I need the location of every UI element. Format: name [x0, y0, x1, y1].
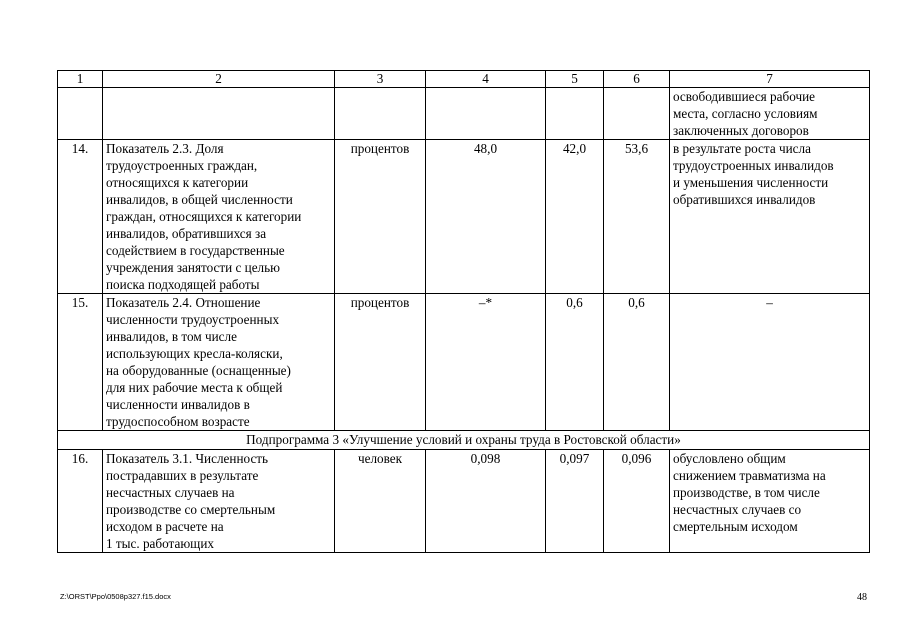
- header-cell: 4: [426, 71, 546, 88]
- cell-reason: обусловлено общим снижением травматизма на производстве, в том числе несчастных случаев со смертельным исходом: [670, 450, 870, 553]
- page-number: 48: [857, 592, 867, 603]
- cell-indicator: Показатель 3.1. Численность пострадавших в результате несчастных случаев на производстве со смертельным исходом в расчете на 1 тыс. работающих: [103, 450, 335, 553]
- cell-value: 0,096: [604, 450, 670, 553]
- cell-reason: освободившиеся рабочие места, согласно условиям заключенных договоров: [670, 88, 870, 140]
- cell-indicator: Показатель 2.3. Доля трудоустроенных граждан, относящихся к категории инвалидов, в общей численности граждан, относящихся к категории инвалидов, обратившихся за содействием в государственные учреждения занятости с целью поиска подходящей работы: [103, 140, 335, 294]
- cell-value: [546, 88, 604, 140]
- header-cell: 5: [546, 71, 604, 88]
- cell-reason: в результате роста числа трудоустроенных инвалидов и уменьшения численности обратившихся инвалидов: [670, 140, 870, 294]
- cell-indicator: [103, 88, 335, 140]
- header-cell: 1: [58, 71, 103, 88]
- cell-value: 53,6: [604, 140, 670, 294]
- cell-number: 16.: [58, 450, 103, 553]
- cell-reason: –: [670, 294, 870, 431]
- table-header-row: [58, 71, 870, 88]
- cell-number: [58, 88, 103, 140]
- cell-unit: процентов: [335, 294, 426, 431]
- header-cell: 6: [604, 71, 670, 88]
- cell-unit: человек: [335, 450, 426, 553]
- cell-number: 14.: [58, 140, 103, 294]
- header-cell: 7: [670, 71, 870, 88]
- table-row: [58, 450, 870, 553]
- indicators-table: [57, 70, 870, 553]
- cell-number: 15.: [58, 294, 103, 431]
- cell-value: 0,6: [546, 294, 604, 431]
- table-row: [58, 140, 870, 294]
- subprogram-row: [58, 431, 870, 450]
- cell-unit: [335, 88, 426, 140]
- cell-indicator: Показатель 2.4. Отношение численности трудоустроенных инвалидов, в том числе использующих кресла-коляски, на оборудованные (оснащенные) для них рабочие места к общей численности инвалидов в трудоспособном возрасте: [103, 294, 335, 431]
- file-path: Z:\ORST\Ppo\0508p327.f15.docx: [60, 592, 171, 601]
- cell-value: 42,0: [546, 140, 604, 294]
- cell-value: 0,098: [426, 450, 546, 553]
- cell-value: [604, 88, 670, 140]
- cell-value: 0,6: [604, 294, 670, 431]
- subprogram-title: Подпрограмма 3 «Улучшение условий и охраны труда в Ростовской области»: [58, 431, 870, 450]
- header-cell: 3: [335, 71, 426, 88]
- cell-value: –*: [426, 294, 546, 431]
- cell-value: [426, 88, 546, 140]
- cell-unit: процентов: [335, 140, 426, 294]
- header-cell: 2: [103, 71, 335, 88]
- cell-value: 48,0: [426, 140, 546, 294]
- cell-value: 0,097: [546, 450, 604, 553]
- table-row: [58, 88, 870, 140]
- table-row: [58, 294, 870, 431]
